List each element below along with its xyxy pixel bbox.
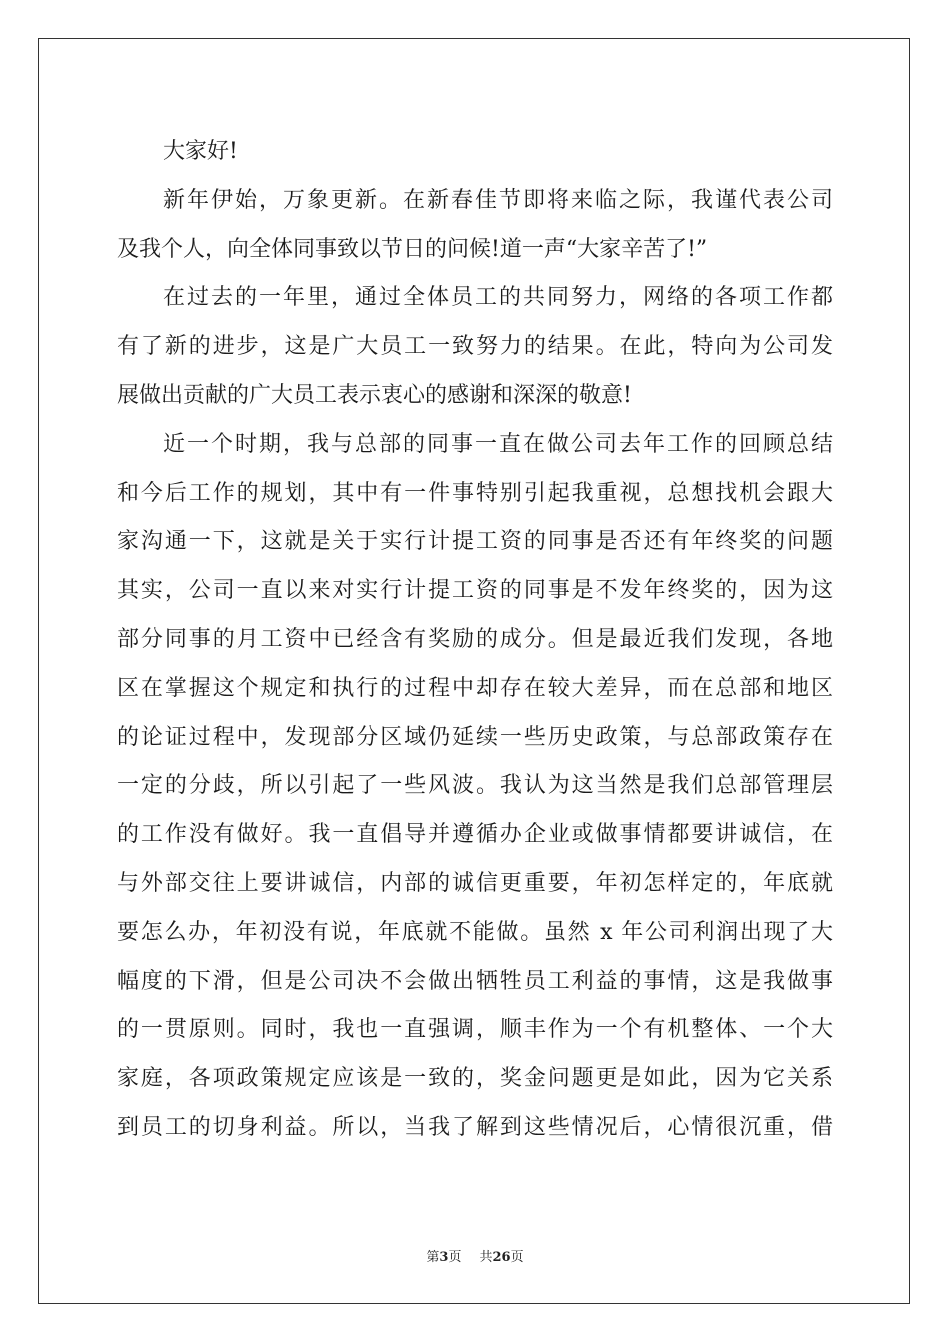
- document-body: [117, 128, 833, 1153]
- page-unit: 页: [448, 1250, 462, 1265]
- text-line: 展做出贡献的广大员工表示衷心的感谢和深深的敬意!: [117, 382, 632, 408]
- total-prefix: 共: [479, 1250, 493, 1265]
- text-line: 近一个时期，我与总部的同事一直在做公司去年工作的回顾总结: [163, 431, 833, 457]
- page-total: 26: [492, 1250, 511, 1265]
- text-line: 一定的分歧，所以引起了一些风波。我认为这当然是我们总部管理层: [117, 773, 833, 799]
- text-line: 要怎么办，年初没有说，年底就不能做。虽然 x 年公司利润出现了大: [117, 919, 833, 945]
- text-line: 到员工的切身利益。所以，当我了解到这些情况后，心情很沉重，借: [117, 1114, 833, 1140]
- text-line: 大家好!: [163, 139, 238, 164]
- page-footer: [0, 1246, 950, 1265]
- page-current: 3: [439, 1250, 449, 1265]
- text-line: 及我个人，向全体同事致以节日的问候!道一声“大家辛苦了!”: [117, 236, 708, 262]
- text-line: 和今后工作的规划，其中有一件事特别引起我重视，总想找机会跟大: [117, 480, 833, 506]
- text-line: 与外部交往上要讲诚信，内部的诚信更重要，年初怎样定的，年底就: [117, 870, 833, 896]
- text-line: 家庭，各项政策规定应该是一致的，奖金问题更是如此，因为它关系: [117, 1066, 833, 1092]
- text-line: 其实，公司一直以来对实行计提工资的同事是不发年终奖的，因为这: [117, 578, 833, 604]
- text-line: 新年伊始，万象更新。在新春佳节即将来临之际，我谨代表公司: [163, 187, 833, 213]
- text-line: 的工作没有做好。我一直倡导并遵循办企业或做事情都要讲诚信，在: [117, 822, 833, 848]
- page-prefix: 第: [426, 1250, 440, 1265]
- text-line: 的一贯原则。同时，我也一直强调，顺丰作为一个有机整体、一个大: [117, 1017, 833, 1043]
- text-line: 在过去的一年里，通过全体员工的共同努力，网络的各项工作都: [163, 285, 833, 311]
- total-unit: 页: [510, 1250, 524, 1265]
- text-line: 部分同事的月工资中已经含有奖励的成分。但是最近我们发现，各地: [117, 626, 833, 652]
- text-line: 家沟通一下，这就是关于实行计提工资的同事是否还有年终奖的问题: [117, 529, 833, 555]
- text-line: 区在掌握这个规定和执行的过程中却存在较大差异，而在总部和地区: [117, 675, 833, 701]
- text-line: 有了新的进步，这是广大员工一致努力的结果。在此，特向为公司发: [117, 334, 833, 360]
- text-line: 的论证过程中，发现部分区域仍延续一些历史政策，与总部政策存在: [117, 724, 833, 750]
- text-line: 幅度的下滑，但是公司决不会做出牺牲员工利益的事情，这是我做事: [117, 968, 833, 994]
